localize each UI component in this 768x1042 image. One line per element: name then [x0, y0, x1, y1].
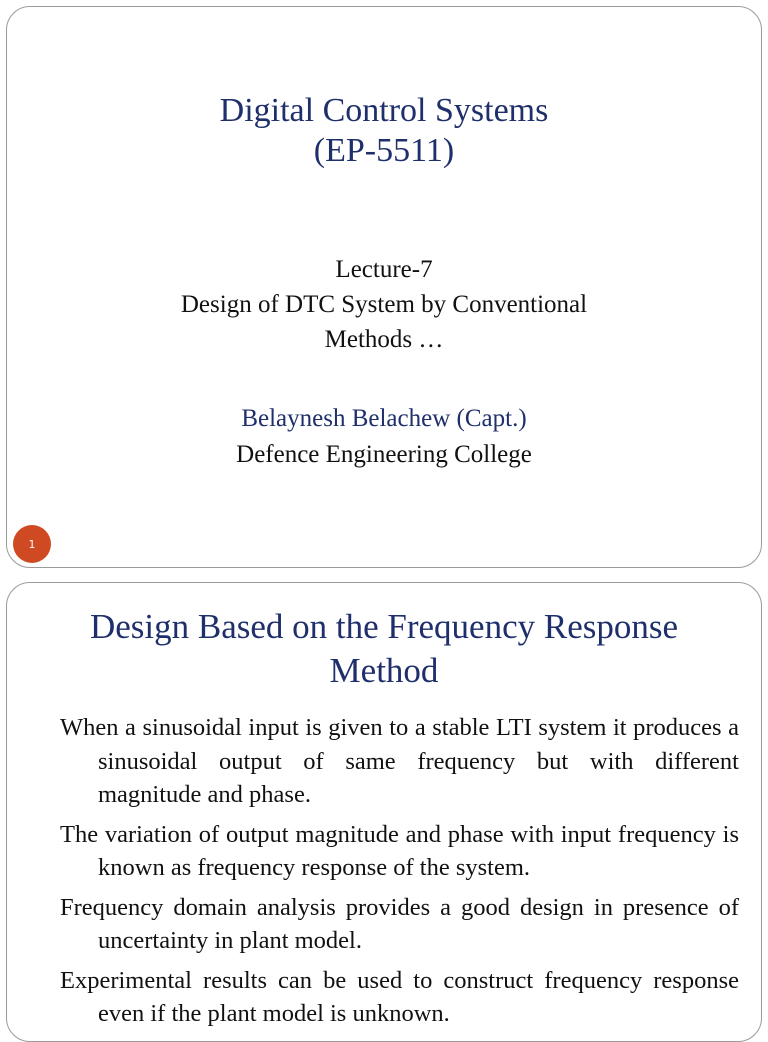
slide-1-title — [7, 91, 761, 171]
slide-2-title — [7, 605, 761, 693]
lecture-topic-line1: Design of DTC System by Conventional — [180, 291, 588, 318]
slide-2-body — [60, 711, 739, 1037]
slide-1 — [6, 6, 762, 568]
course-code: (EP-5511) — [313, 132, 455, 169]
lecture-info — [7, 252, 761, 357]
lecture-number: Lecture-7 — [335, 256, 433, 283]
paragraph-sinusoidal-input: When a sinusoidal input is given to a stable LTI system it produces a sinusoidal output of same frequency but with different magnitude and phase. — [60, 714, 739, 808]
slide-2 — [6, 582, 762, 1042]
slide-2-title-line2: Method — [329, 651, 439, 690]
paragraph-experimental-results: Experimental results can be used to construct frequency response even if the plant model is unknown. — [60, 966, 739, 1027]
author-block — [7, 401, 761, 473]
author-name: Belaynesh Belachew (Capt.) — [241, 405, 527, 432]
institution-name: Defence Engineering College — [236, 441, 532, 468]
lecture-topic-line2: Methods … — [324, 326, 444, 353]
paragraph-uncertainty: Frequency domain analysis provides a good design in presence of uncertainty in plant model. — [60, 893, 739, 954]
slide-2-title-line1: Design Based on the Frequency Response — [89, 607, 679, 646]
paragraph-frequency-response-definition: The variation of output magnitude and phase with input frequency is known as frequency response of the system. — [60, 820, 739, 881]
course-title: Digital Control Systems — [219, 92, 549, 129]
page-number-badge: 1 — [13, 525, 51, 563]
